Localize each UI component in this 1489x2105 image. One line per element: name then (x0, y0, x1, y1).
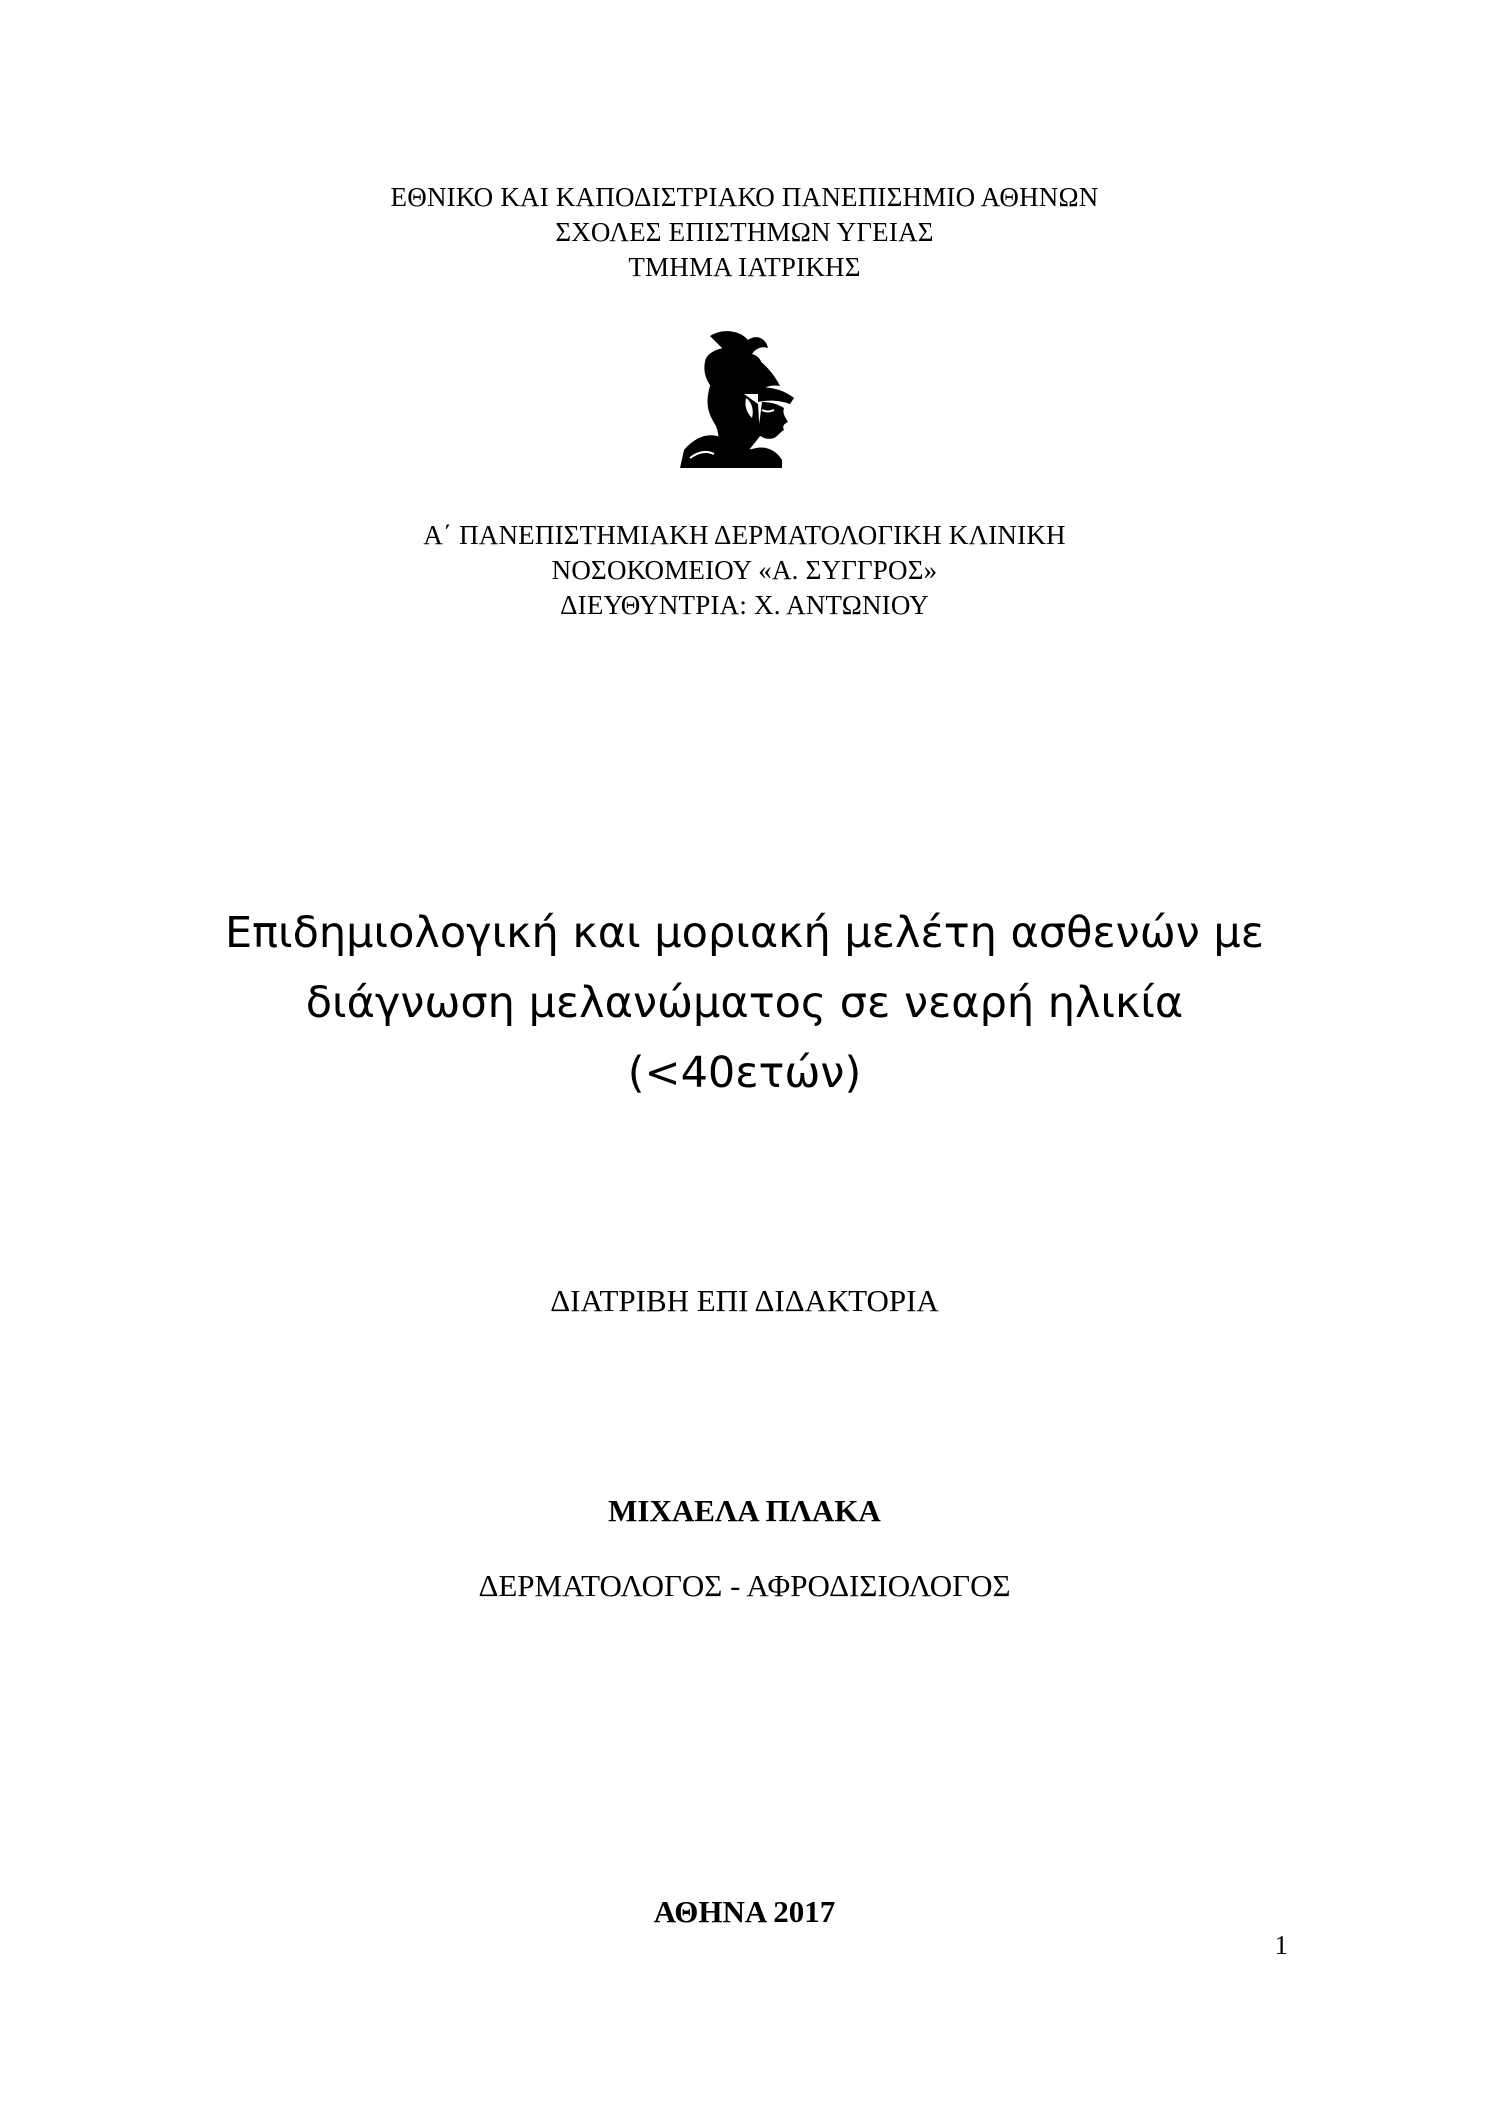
clinic-name: Α΄ ΠΑΝΕΠΙΣΤΗΜΙΑΚΗ ΔΕΡΜΑΤΟΛΟΓΙΚΗ ΚΛΙΝΙΚΗ (423, 520, 1066, 550)
thesis-title-line-3: (<40ετών) (627, 1048, 862, 1098)
thesis-title-line-2: διάγνωση μελανώματος σε νεαρή ηλικία (305, 978, 1184, 1028)
hospital-name: ΝΟΣΟΚΟΜΕΙΟΥ «Α. ΣΥΓΓΡΟΣ» (551, 555, 938, 585)
university-name: ΕΘΝΙΚΟ ΚΑΙ ΚΑΠΟΔΙΣΤΡΙΑΚΟ ΠΑΝΕΠΙΣΗΜΙΟ ΑΘΗΝΩΝ (390, 182, 1099, 212)
author-name: ΜΙΧΑΕΛΑ ΠΛΑΚΑ (608, 1493, 881, 1528)
author-specialty: ΔΕΡΜΑΤΟΛΟΓΟΣ - ΑΦΡΟΔΙΣΙΟΛΟΓΟΣ (478, 1568, 1011, 1603)
department-name: ΤΜΗΜΑ ΙΑΤΡΙΚΗΣ (628, 252, 861, 282)
school-name: ΣΧΟΛΕΣ ΕΠΙΣΤΗΜΩΝ ΥΓΕΙΑΣ (555, 217, 934, 247)
page-number: 1 (1274, 1930, 1288, 1960)
clinic-director: ΔΙΕΥΘΥΝΤΡΙΑ: Χ. ΑΝΤΩΝΙΟΥ (560, 590, 929, 620)
thesis-type: ΔΙΑΤΡΙΒΗ ΕΠΙ ΔΙΔΑΚΤΟΡΙΑ (550, 1283, 939, 1318)
place-year: ΑΘΗΝΑ 2017 (653, 1894, 836, 1929)
athena-helmet-logo-icon (670, 328, 812, 470)
thesis-title-line-1: Επιδημιολογική και μοριακή μελέτη ασθενών με (225, 908, 1264, 958)
